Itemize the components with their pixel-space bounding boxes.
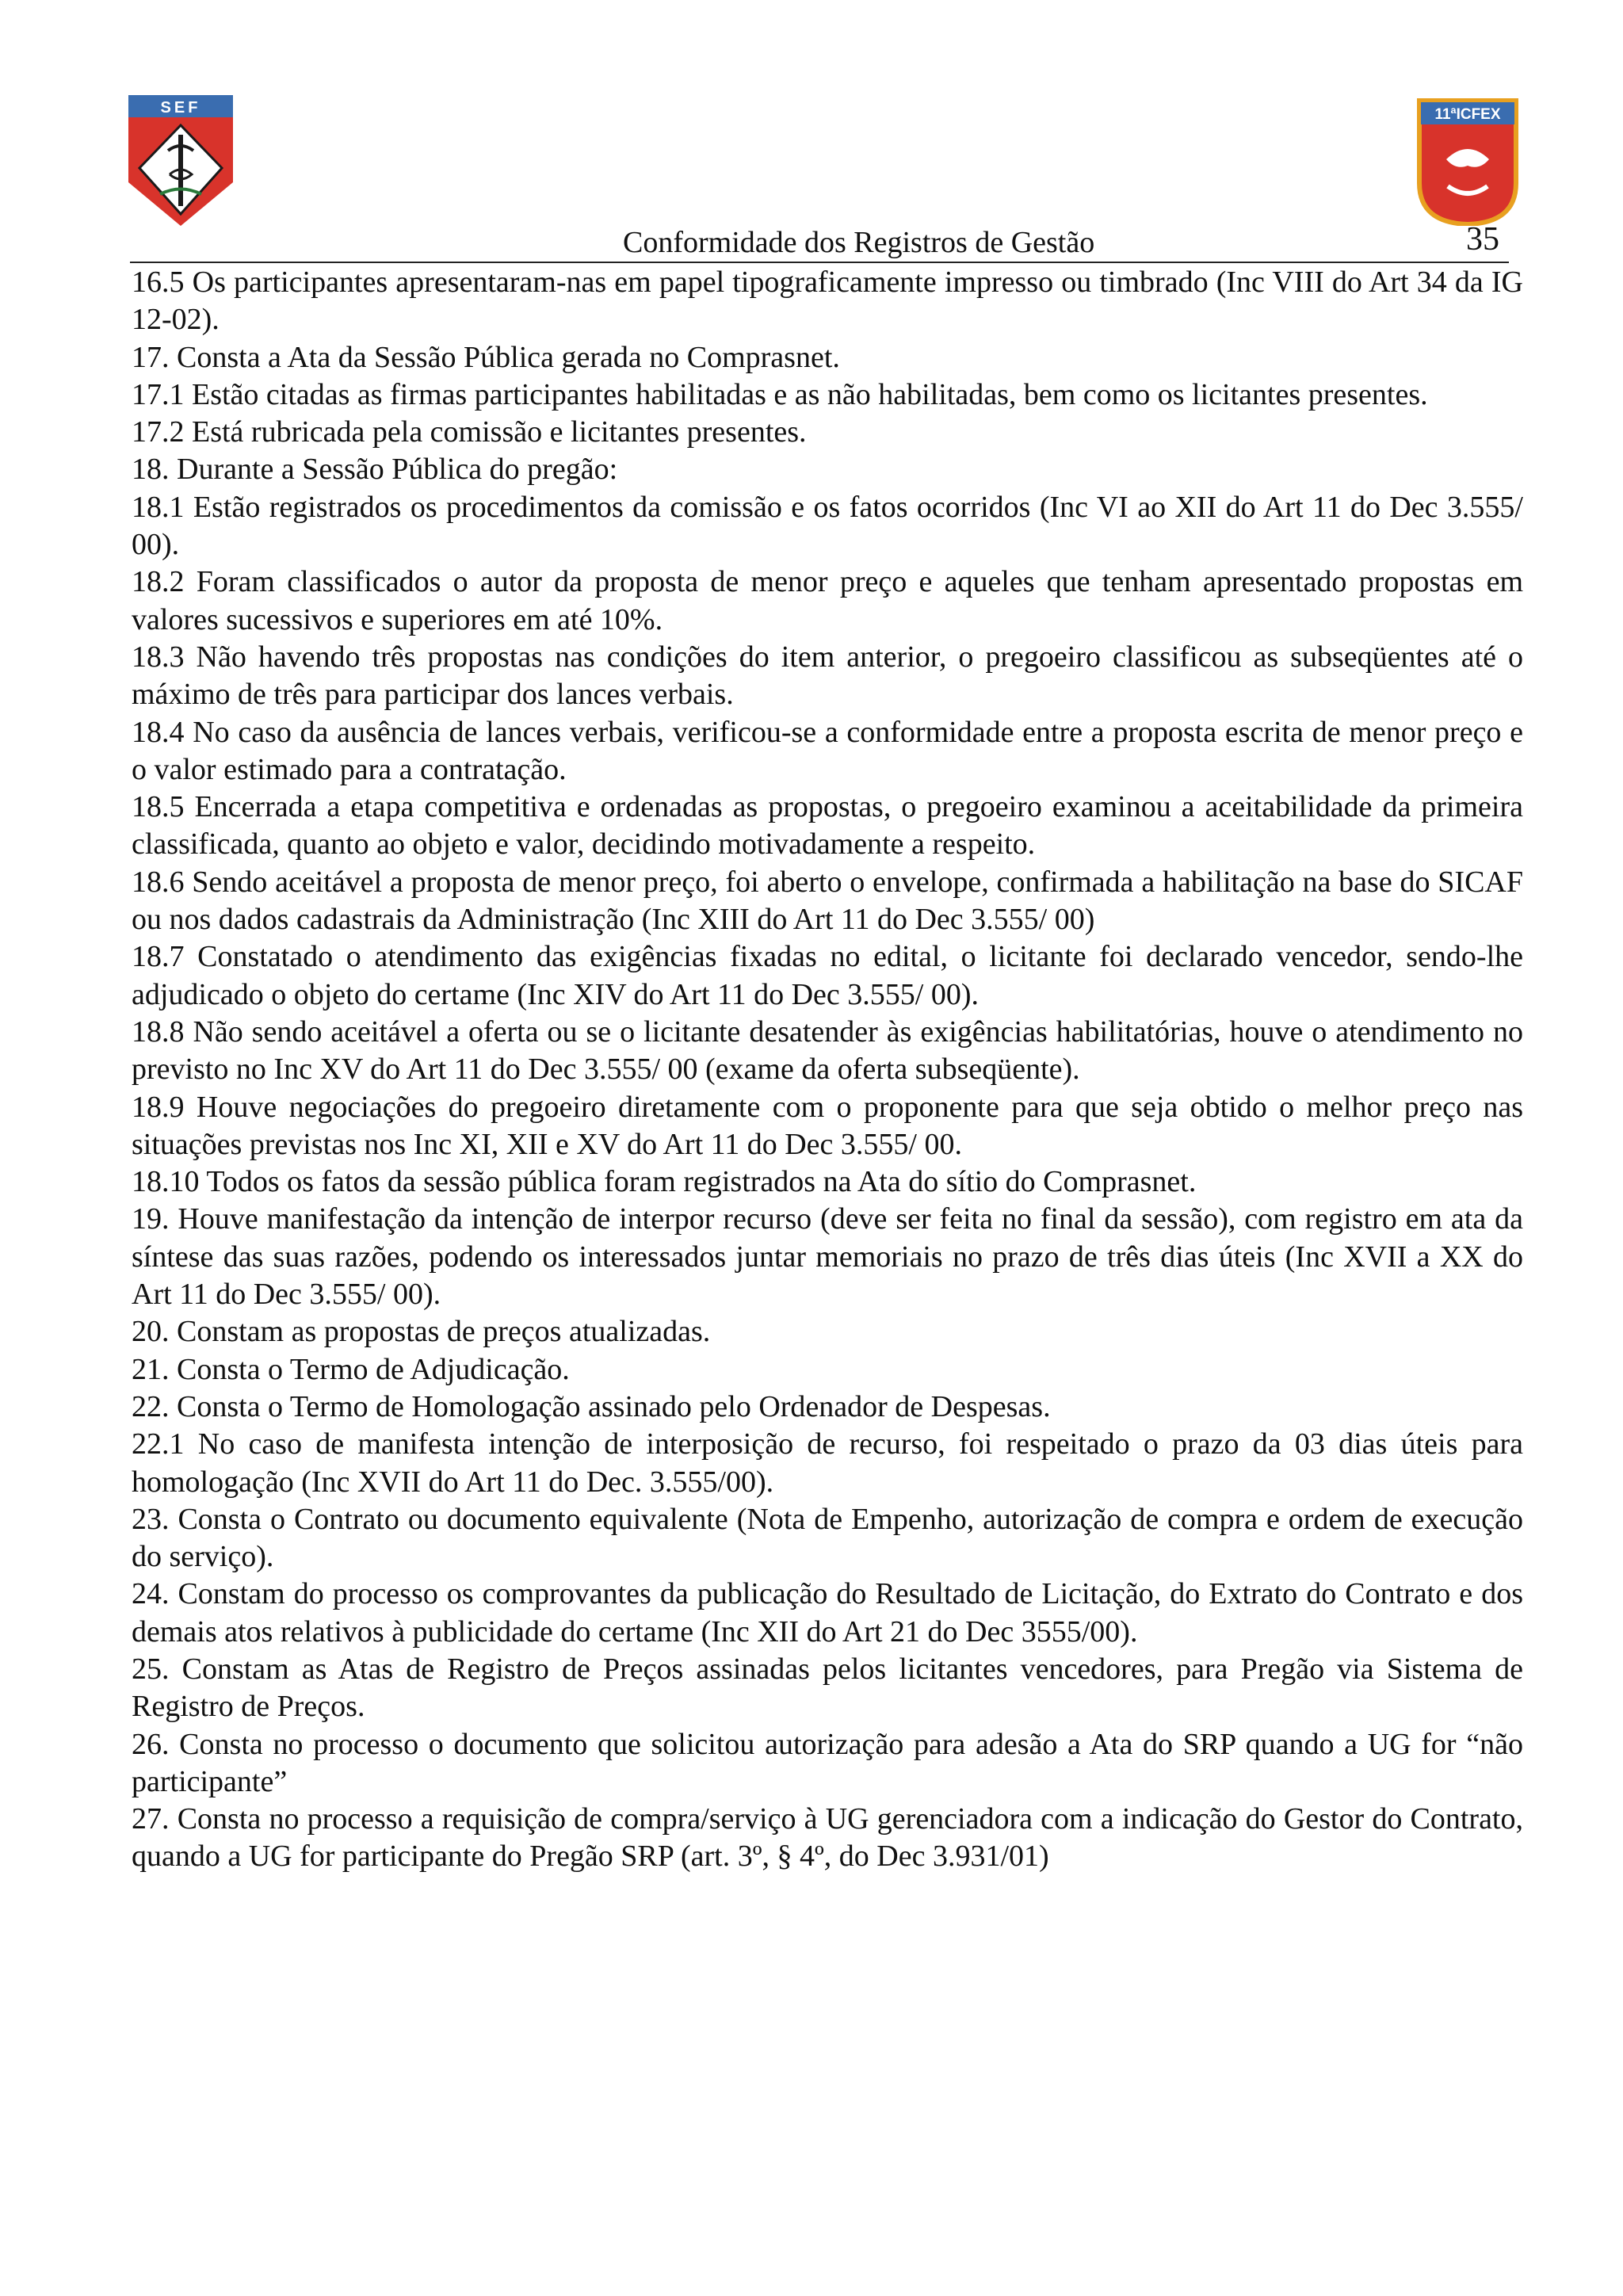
paragraph: 18.6 Sendo aceitável a proposta de menor preço, foi aberto o envelope, confirmada a habilitação na base do SICAF ou nos dados cadastrais da Administração (Inc XIII do Art 11 do Dec 3.555/ 00) — [132, 865, 1523, 937]
header-title: Conformidade dos Registros de Gestão — [623, 226, 1095, 259]
paragraph: 17.2 Está rubricada pela comissão e licitantes presentes. — [132, 415, 807, 449]
paragraph: 18.9 Houve negociações do pregoeiro diretamente com o proponente para que seja obtido o melhor preço nas situações previstas nos Inc XI, XII e XV do Art 11 do Dec 3.555/ 00. — [132, 1090, 1523, 1161]
icfex-logo — [1416, 97, 1519, 226]
paragraph: 22.1 No caso de manifesta intenção de interposição de recurso, foi respeitado o prazo da 03 dias úteis para homologação (Inc XVII do Art 11 do Dec. 3.555/00). — [132, 1427, 1523, 1499]
paragraph: 21. Consta o Termo de Adjudicação. — [132, 1352, 570, 1386]
paragraph: 18.1 Estão registrados os procedimentos da comissão e os fatos ocorridos (Inc VI ao XII do Art 11 do Dec 3.555/ 00). — [132, 490, 1523, 562]
paragraph: 26. Consta no processo o documento que solicitou autorização para adesão a Ata do SRP quando a UG for “não participante” — [132, 1727, 1523, 1798]
paragraph: 24. Constam do processo os comprovantes da publicação do Resultado de Licitação, do Extrato do Contrato e dos demais atos relativos à publicidade do certame (Inc XII do Art 21 do Dec 3555/00). — [132, 1577, 1523, 1648]
paragraph: 18.3 Não havendo três propostas nas condições do item anterior, o pregoeiro classificou as subseqüentes até o máximo de três para participar dos lances verbais. — [132, 640, 1523, 712]
page-header — [130, 220, 1509, 263]
sef-logo-text: SEF — [160, 99, 201, 117]
paragraph: 18.2 Foram classificados o autor da proposta de menor preço e aqueles que tenham apresentado propostas em valores sucessivos e superiores em até 10%. — [132, 565, 1523, 636]
paragraph: 22. Consta o Termo de Homologação assinado pelo Ordenador de Despesas. — [132, 1389, 1051, 1423]
paragraph: 18.4 No caso da ausência de lances verbais, verificou-se a conformidade entre a proposta escrita de menor preço e o valor estimado para a contratação. — [132, 715, 1523, 786]
document-body — [132, 264, 1523, 1876]
sef-shield-icon — [128, 95, 233, 226]
paragraph: 16.5 Os participantes apresentaram-nas em papel tipograficamente impresso ou timbrado (Inc VIII do Art 34 da IG 12-02). — [132, 266, 1523, 337]
sef-logo — [128, 95, 233, 226]
paragraph: 18.5 Encerrada a etapa competitiva e ordenadas as propostas, o pregoeiro examinou a aceitabilidade da primeira classificada, quanto ao objeto e valor, decidindo motivadamente a respeito. — [132, 790, 1523, 861]
paragraph: 19. Houve manifestação da intenção de interpor recurso (deve ser feita no final da sessão), com registro em ata da síntese das suas razões, podendo os interessados juntar memoriais no prazo de três dias úteis (Inc XVII a XX do Art 11 do Dec 3.555/ 00). — [132, 1202, 1523, 1312]
icfex-logo-text: 11ªICFEX — [1434, 106, 1501, 123]
paragraph: 18.10 Todos os fatos da sessão pública foram registrados na Ata do sítio do Comprasnet. — [132, 1165, 1197, 1199]
paragraph: 27. Consta no processo a requisição de compra/serviço à UG gerenciadora com a indicação do Gestor do Contrato, quando a UG for participante do Pregão SRP (art. 3º, § 4º, do Dec 3.931/01) — [132, 1802, 1523, 1874]
paragraph: 18. Durante a Sessão Pública do pregão: — [132, 453, 618, 487]
page-number: 35 — [1466, 221, 1499, 258]
icfex-shield-icon — [1416, 97, 1519, 226]
paragraph: 17.1 Estão citadas as firmas participantes habilitadas e as não habilitadas, bem como os licitantes presentes. — [132, 377, 1428, 411]
paragraph: 25. Constam as Atas de Registro de Preços assinadas pelos licitantes vencedores, para Pregão via Sistema de Registro de Preços. — [132, 1652, 1523, 1724]
paragraph: 20. Constam as propostas de preços atualizadas. — [132, 1315, 711, 1349]
paragraph: 23. Consta o Contrato ou documento equivalente (Nota de Empenho, autorização de compra e ordem de execução do serviço). — [132, 1502, 1523, 1574]
paragraph: 18.8 Não sendo aceitável a oferta ou se o licitante desatender às exigências habilitatórias, houve o atendimento no previsto no Inc XV do Art 11 do Dec 3.555/ 00 (exame da oferta subseqüente). — [132, 1014, 1523, 1087]
paragraph: 17. Consta a Ata da Sessão Pública gerada no Comprasnet. — [132, 340, 840, 374]
paragraph: 18.7 Constatado o atendimento das exigências fixadas no edital, o licitante foi declarado vencedor, sendo-lhe adjudicado o objeto do certame (Inc XIV do Art 11 do Dec 3.555/ 00). — [132, 940, 1523, 1011]
